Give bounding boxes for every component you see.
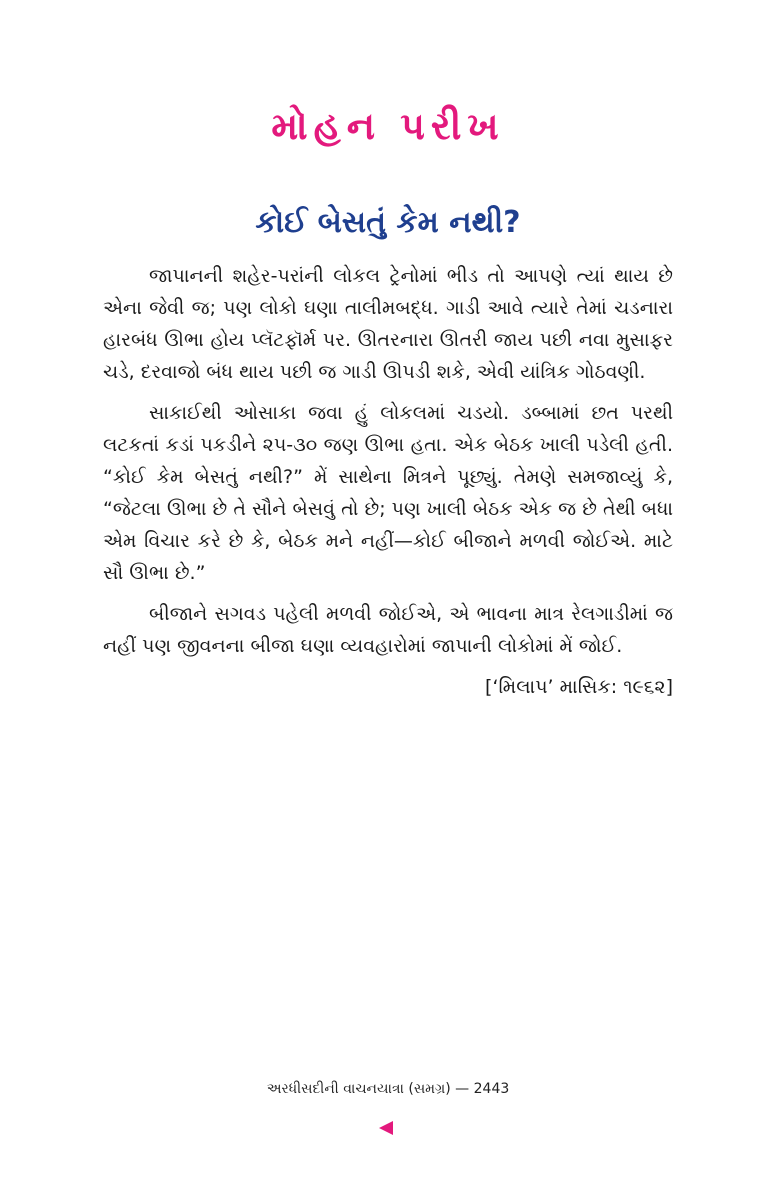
- page-footer: અરધીસદીની વાચનયાત્રા (સમગ્ર) — 2443: [266, 1081, 510, 1097]
- paragraph-2: સાકાઈથી ઓસાકા જવા હું લોકલમાં ચડયો. ડબ્બામાં છત પરથી લટકતાં કડાં પકડીને ૨૫-૩૦ જણ ઊભા હતા. એક બેઠક ખાલી પડેલી હતી. “કોઈ કેમ બેસતું નથી?” મેં સાથેના મિત્રને પૂછ્યું. તેમણે સમજાવ્યું કે, “જેટલા ઊભા છે તે સૌને બેસવું તો છે; પણ ખાલી બેઠક એક જ છે તેથી બધા એમ વિચાર કરે છે કે, બેઠક મને નહીં—કોઈ બીજાને મળવી જોઈએ. માટે સૌ ઊભા છે.”: [103, 402, 673, 584]
- prev-page-arrow-icon[interactable]: [379, 1121, 393, 1135]
- article-body: [103, 260, 673, 703]
- author-name: મોહન પરીખ: [271, 104, 505, 148]
- source-citation: [‘મિલાપ’ માસિક: ૧૯૬૨]: [485, 676, 673, 698]
- article-title: કોઈ બેસતું કેમ નથી?: [255, 205, 521, 240]
- paragraph-3: બીજાને સગવડ પહેલી મળવી જોઈએ, એ ભાવના માત્ર રેલગાડીમાં જ નહીં પણ જીવનના બીજા ઘણા વ્યવહારોમાં જાપાની લોકોમાં મેં જોઈ.: [103, 603, 673, 657]
- paragraph-1: જાપાનની શહેર-પરાંની લોકલ ટ્રેનોમાં ભીડ તો આપણે ત્યાં થાય છે એના જેવી જ; પણ લોકો ઘણા તાલીમબદ્ધ. ગાડી આવે ત્યારે તેમાં ચડનારા હારબંધ ઊભા હોય પ્લૅટફૉર્મ પર. ઊતરનારા ઊતરી જાય પછી નવા મુસાફર ચડે, દરવાજો બંધ થાય પછી જ ગાડી ઊપડી શકે, એવી યાંત્રિક ગોઠવણી.: [103, 265, 673, 383]
